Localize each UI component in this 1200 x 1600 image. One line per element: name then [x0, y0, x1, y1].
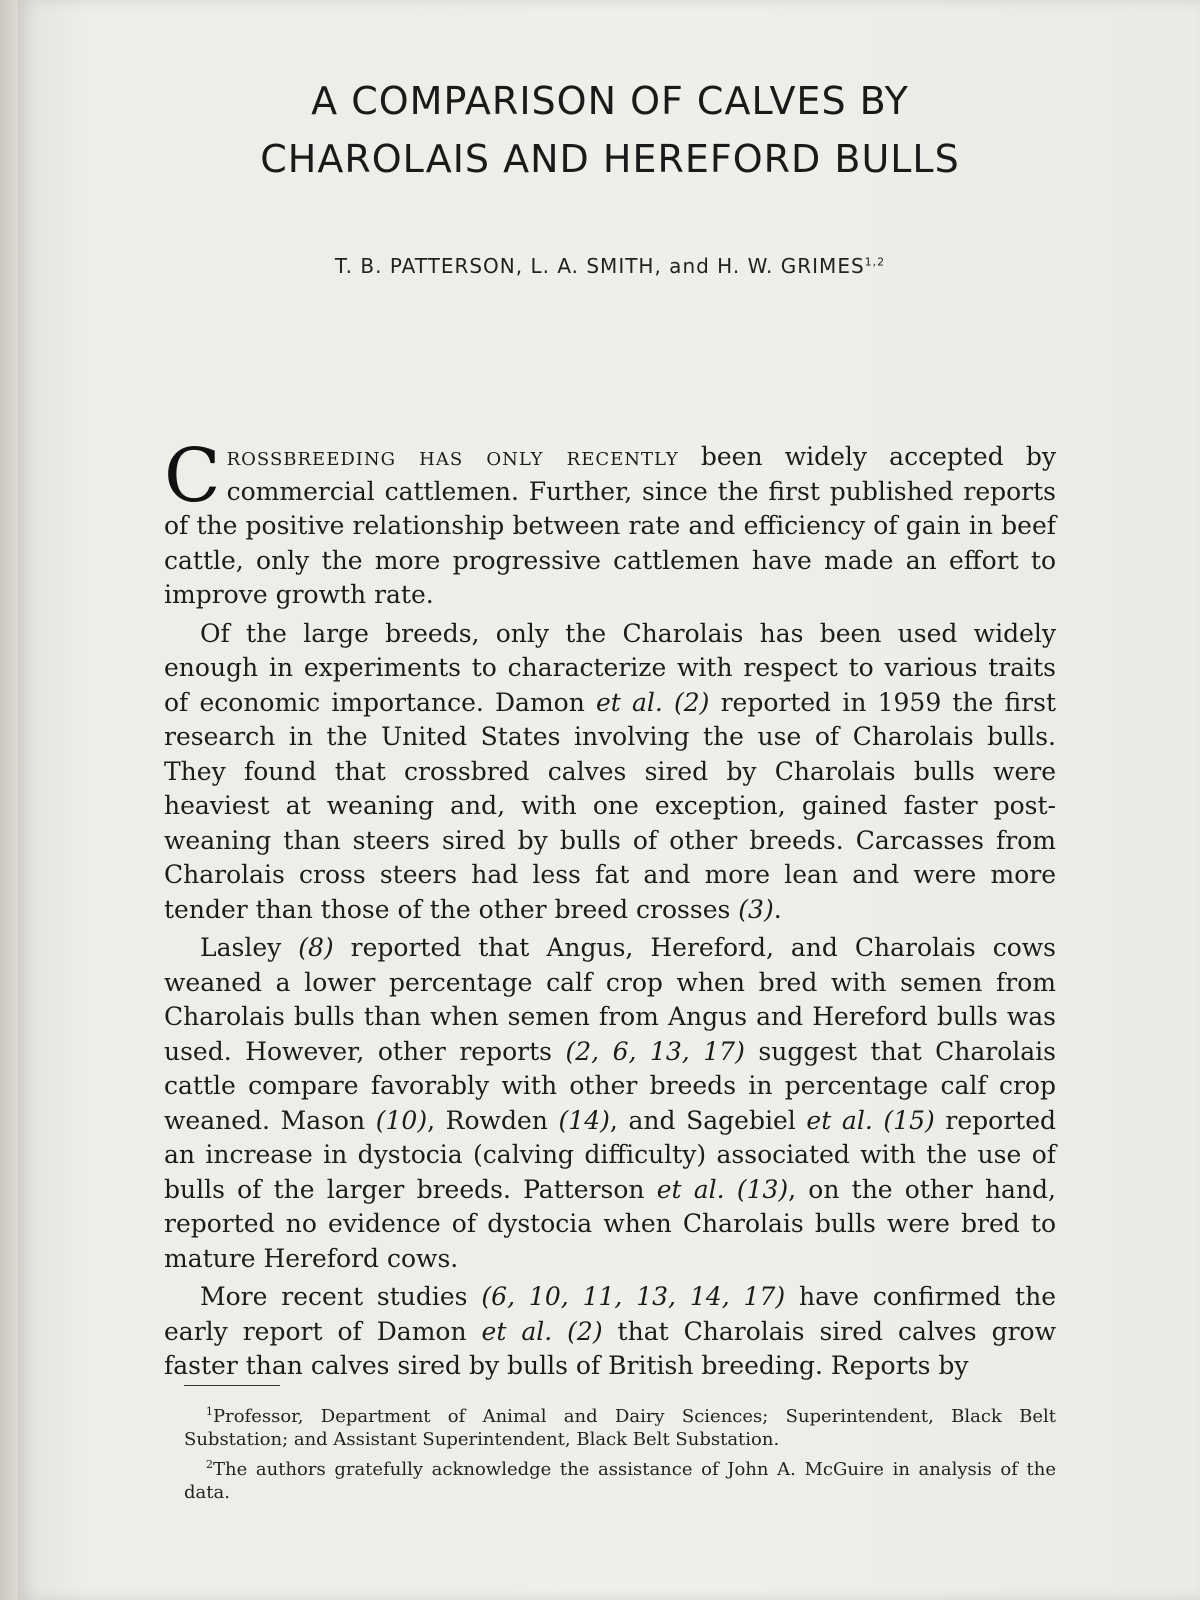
text-run: , Rowden: [427, 1105, 559, 1135]
author-names: T. B. PATTERSON, L. A. SMITH, and H. W. GRIMES: [334, 254, 865, 278]
citation: et al. (13): [656, 1174, 789, 1204]
article-title: [170, 72, 1050, 188]
text-run: Lasley: [200, 933, 299, 962]
text-run: reported that Angus, Hereford, and Charolais cows weaned a lower percentage calf crop when bred with semen from Charolais bulls than when semen from Angus and Hereford bulls was used. However, other reports: [164, 933, 1057, 1066]
text-run: , on the other hand, reported no evidence of dystocia when Charolais bulls were bred to mature Hereford cows.: [164, 1174, 1057, 1273]
paragraph-2: [164, 617, 1056, 928]
text-run: that Charolais sired calves grow faster than calves sired by bulls of British breeding. Reports by: [164, 1316, 1057, 1380]
lead-in-small-caps: rossbreeding has only recently: [226, 442, 679, 471]
title-line-2: CHAROLAIS AND HEREFORD BULLS: [260, 137, 960, 181]
article-body: [164, 433, 1057, 1388]
citation: (2, 6, 13, 17): [565, 1036, 745, 1066]
citation: (14): [558, 1105, 610, 1135]
citation: et al. (2): [595, 687, 710, 717]
paragraph-1: [164, 433, 1056, 613]
footnote-divider: [184, 1385, 280, 1386]
text-run: suggest that Charolais cattle compare favorably with other breeds in percentage calf crop weaned. Mason: [164, 1036, 1057, 1135]
citation: et al. (15): [806, 1105, 935, 1135]
page-binding-edge: [0, 0, 18, 1600]
footnote-mark: 1: [206, 1405, 213, 1418]
paragraph-3: [164, 931, 1056, 1276]
text-run: reported in 1959 the first research in the United States involving the use of Charolais bulls. They found that crossbred calves sired by Charolais bulls were heaviest at weaning and, with one exception, gained faster post-weaning than steers sired by bulls of other breeds. Carcasses from Charolais cross steers had less fat and more lean and were more tender than those of the other breed crosses: [164, 687, 1057, 924]
citation: (6, 10, 11, 13, 14, 17): [481, 1282, 786, 1311]
citation: et al. (2): [481, 1316, 603, 1346]
text-run: reported an increase in dystocia (calving difficulty) associated with the use of bulls of the larger breeds. Patterson: [164, 1105, 1057, 1204]
footnotes: [184, 1400, 1056, 1506]
footnote-1: [184, 1400, 1056, 1451]
citation: (3): [738, 894, 774, 924]
text-run: More recent studies: [200, 1282, 482, 1311]
paragraph-1-text: been widely accepted by commercial cattlemen. Further, since the first published reports of the positive relationship between rate and efficiency of gain in beef cattle, only the more progressive cattlemen have made an effort to improve growth rate.: [164, 442, 1056, 609]
footnote-text: Professor, Department of Animal and Dairy Sciences; Superintendent, Black Belt Substation; and Assistant Superintendent, Black Belt Substation.: [184, 1406, 1056, 1450]
citation: (8): [298, 933, 334, 962]
author-footnote-marks: 1,2: [864, 255, 886, 269]
citation: (10): [375, 1105, 428, 1135]
paragraph-4: [164, 1280, 1056, 1384]
footnote-2: [184, 1453, 1056, 1504]
drop-cap: C: [164, 433, 221, 519]
text-run: .: [773, 894, 782, 924]
title-line-1: A COMPARISON OF CALVES BY: [311, 79, 909, 123]
text-run: , and Sagebiel: [609, 1105, 807, 1135]
footnote-mark: 2: [206, 1458, 213, 1471]
footnote-text: The authors gratefully acknowledge the assistance of John A. McGuire in analysis of the data.: [184, 1459, 1056, 1503]
author-line: [170, 254, 1050, 278]
text-run: have confirmed the early report of Damon: [164, 1282, 1056, 1346]
text-run: Of the large breeds, only the Charolais has been used widely enough in experiments to characterize with respect to various traits of economic importance. Damon: [164, 618, 1056, 717]
